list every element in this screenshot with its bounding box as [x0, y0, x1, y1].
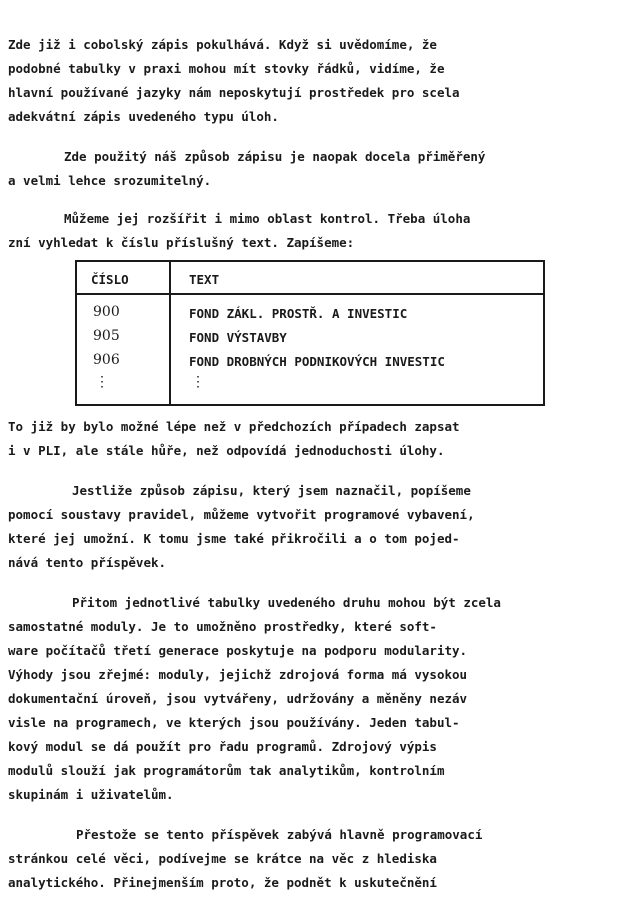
lookup-table: [75, 260, 545, 406]
text-line: a velmi lehce srozumitelný.: [8, 173, 212, 188]
text-line: dokumentační úroveň, jsou vytvářeny, udržovány a měněny nezáv: [8, 691, 468, 706]
text-line: zní vyhledat k číslu příslušný text. Zapíšeme:: [8, 235, 355, 250]
table-header-text: TEXT: [189, 272, 220, 287]
table-header-number: ČÍSLO: [91, 272, 129, 287]
text-line: Výhody jsou zřejmé: moduly, jejichž zdrojová forma má vysokou: [8, 667, 468, 682]
text-line: Zde použitý náš způsob zápisu je naopak docela přiměřený: [64, 149, 486, 164]
table-ellipsis-text: ⋮: [191, 374, 205, 390]
text-line: adekvátní zápis uvedeného typu úloh.: [8, 109, 279, 124]
table-header-divider: [77, 293, 543, 295]
text-line: samostatné moduly. Je to umožněno prostředky, které soft-: [8, 619, 437, 634]
text-line: skupinám i uživatelům.: [8, 787, 174, 802]
text-line: pomocí soustavy pravidel, můžeme vytvořit programové vybavení,: [8, 507, 475, 522]
text-line: analytického. Přinejmenším proto, že podnět k uskutečnění: [8, 875, 437, 890]
text-line: modulů slouží jak programátorům tak analytikům, kontrolním: [8, 763, 445, 778]
table-ellipsis-number: ⋮: [95, 374, 109, 390]
text-line: kový modul se dá použít pro řadu programů. Zdrojový výpis: [8, 739, 437, 754]
text-line: To již by bylo možné lépe než v předchozích případech zapsat: [8, 419, 460, 434]
text-line: Přitom jednotlivé tabulky uvedeného druhu mohou být zcela: [72, 595, 501, 610]
text-line: nává tento příspěvek.: [8, 555, 167, 570]
text-line: Jestliže způsob zápisu, který jsem naznačil, popíšeme: [72, 483, 471, 498]
table-cell-number: 905: [93, 328, 120, 344]
text-line: i v PLI, ale stále hůře, než odpovídá jednoduchosti úlohy.: [8, 443, 445, 458]
text-line: Můžeme jej rozšířit i mimo oblast kontrol. Třeba úloha: [64, 211, 471, 226]
table-cell-text: FOND DROBNÝCH PODNIKOVÝCH INVESTIC: [189, 354, 445, 369]
text-line: podobné tabulky v praxi mohou mít stovky řádků, vidíme, že: [8, 61, 445, 76]
text-line: visle na programech, ve kterých jsou používány. Jeden tabul-: [8, 715, 460, 730]
table-column-divider: [169, 262, 171, 404]
text-line: Přestože se tento příspěvek zabývá hlavně programovací: [76, 827, 483, 842]
table-cell-number: 906: [93, 352, 120, 368]
text-line: stránkou celé věci, podívejme se krátce na věc z hlediska: [8, 851, 437, 866]
table-cell-number: 900: [93, 304, 120, 320]
text-line: které jej umožní. K tomu jsme také přikročili a o tom pojed-: [8, 531, 460, 546]
text-line: hlavní používané jazyky nám neposkytují prostředek pro scela: [8, 85, 460, 100]
text-line: Zde již i cobolský zápis pokulhává. Když si uvědomíme, že: [8, 37, 437, 52]
table-cell-text: FOND VÝSTAVBY: [189, 330, 287, 345]
text-line: ware počítačů třetí generace poskytuje na podporu modularity.: [8, 643, 468, 658]
table-cell-text: FOND ZÁKL. PROSTŘ. A INVESTIC: [189, 306, 408, 321]
